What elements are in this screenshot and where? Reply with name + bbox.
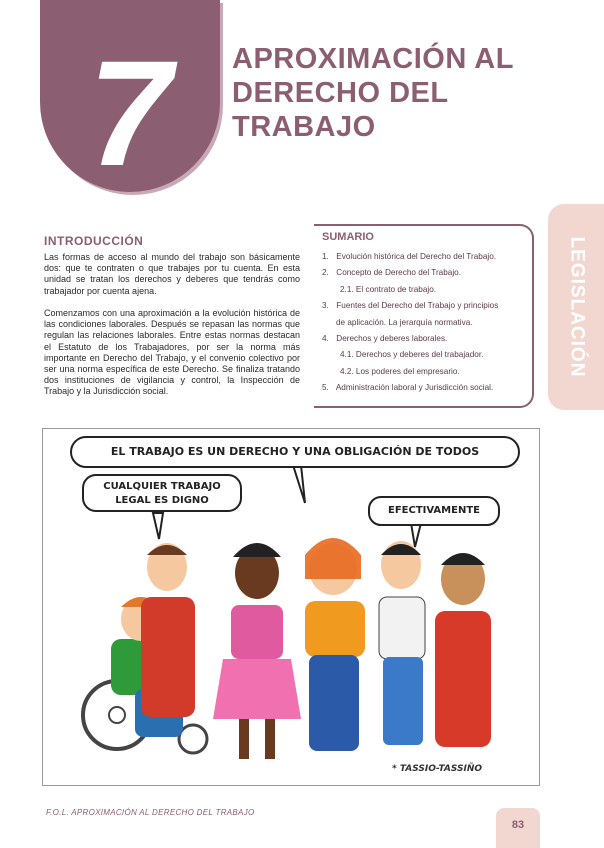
person-pink-dress — [213, 543, 301, 759]
person-orange-top — [305, 538, 365, 751]
bubble-tail-main — [293, 465, 305, 503]
person-red-tracksuit — [435, 553, 491, 747]
bubble-tail-right — [411, 523, 421, 547]
speech-bubble-main: EL TRABAJO ES UN DERECHO Y UNA OBLIGACIÓN DE TODOS — [70, 436, 520, 468]
speech-bubble-left-line1: CUALQUIER TRABAJO — [103, 481, 221, 492]
speech-bubble-right: EFECTIVAMENTE — [368, 496, 500, 526]
summary-item: 3. Fuentes del Derecho del Trabajo y principios — [322, 301, 499, 311]
summary-subitem: 2.1. El contrato de trabajo. — [340, 284, 437, 294]
summary-heading: SUMARIO — [322, 231, 374, 243]
page-number: 83 — [511, 819, 525, 831]
intro-paragraph-2: Comenzamos con una aproximación a la evolución histórica de las condiciones laborales. Después se repasan las normas que regulan las relaciones laborales. Entre estas normas destacan el Estatuto de los Trabajadores, por ser la norma más importante en Derecho del Trabajo, y el convenio colectivo por ser una norma específica de este Derecho. Se finaliza tratando dos instituciones de vigilancia y control, la Inspección de Trabajo y la Jurisdicción social. — [44, 308, 300, 397]
section-side-label: LEGISLACIÓN — [566, 236, 587, 378]
summary-item-continuation: de aplicación. La jerarquía normativa. — [336, 317, 473, 327]
person-red-sweater — [141, 543, 195, 717]
chapter-number: 7 — [88, 29, 172, 197]
speech-bubble-left — [82, 474, 242, 512]
cartoon-signature: * TASSIO-TASSIÑO — [392, 764, 483, 774]
summary-item: 4. Derechos y deberes laborales. — [322, 334, 448, 344]
summary-subitem: 4.2. Los poderes del empresario. — [340, 366, 460, 376]
chapter-title — [232, 42, 572, 144]
summary-item: 1. Evolución histórica del Derecho del Trabajo. — [322, 252, 497, 261]
bubble-tail-left — [153, 513, 163, 539]
summary-subitem: 4.1. Derechos y deberes del trabajador. — [340, 350, 484, 360]
person-white-shirt — [379, 541, 425, 745]
chapter-title-line2: DERECHO DEL TRABAJO — [232, 77, 449, 143]
summary-list — [322, 249, 532, 397]
summary-item: 5. Administración laboral y Jurisdicción social. — [322, 383, 494, 393]
intro-heading: INTRODUCCIÓN — [44, 234, 144, 248]
section-side-label-wrap — [548, 204, 604, 410]
footer-running-title: F.O.L. APROXIMACIÓN AL DERECHO DEL TRABAJO — [46, 808, 255, 817]
intro-paragraph-1: Las formas de acceso al mundo del trabajo son básicamente dos: que te contraten o que trabajes por tu cuenta. En esta unidad se tratan los derechos y deberes que tendrás como trabajador por cuenta ajena. — [44, 252, 300, 296]
speech-bubble-left-line2: LEGAL ES DIGNO — [115, 495, 209, 506]
summary-item: 2. Concepto de Derecho del Trabajo. — [322, 268, 461, 278]
chapter-title-line1: APROXIMACIÓN AL — [232, 43, 514, 75]
